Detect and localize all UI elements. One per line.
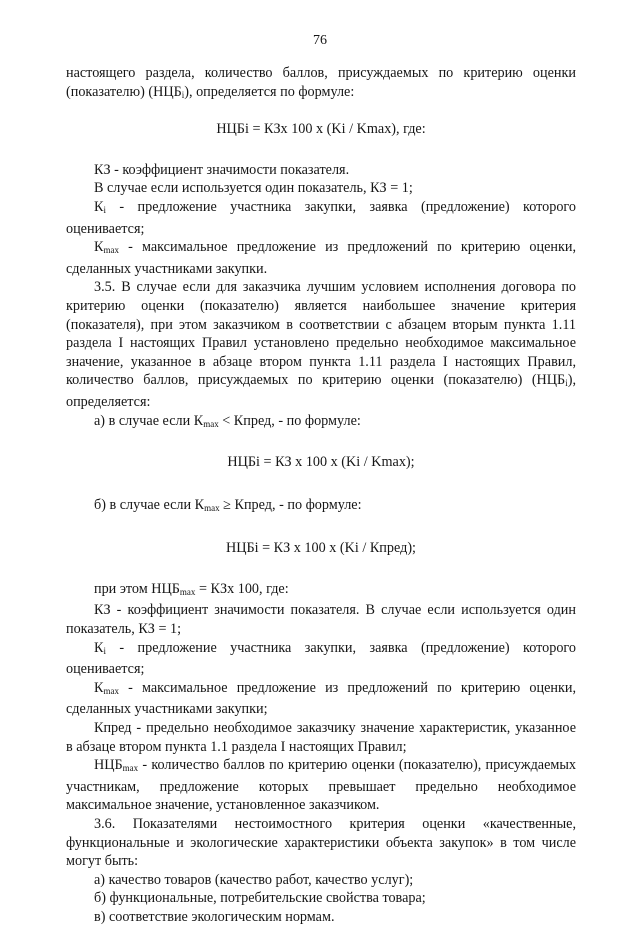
ncbmax-definition: при этом $НЦБ_{max}$ = КЗх 100, где: (94, 580, 289, 597)
single-indicator-note: В случае если используется один показатель, КЗ = 1; (94, 180, 413, 197)
formula-ncb-case-a: НЦБi = КЗ х 100 х (Ki / Kmax); (227, 454, 415, 471)
formula-ncb-main: НЦБi = КЗх 100 х (Ki / Kmax), где: (216, 121, 426, 138)
list-item-b: б) функциональные, потребительские свойства товара; (94, 890, 426, 907)
paragraph-3-6: 3.6. Показателями нестоимостного критерия оценки «качественные, функциональные и экологические характеристики объекта закупок» в том числе могут быть: (66, 816, 576, 870)
kpred-definition: Кпред - предельно необходимое заказчику значение характеристик, указанное в абзаце втором пункта 1.1 раздела I настоящих Правил; (66, 720, 576, 755)
kz-definition: КЗ - коэффициент значимости показателя. (94, 161, 350, 178)
page-number: 76 (313, 33, 327, 48)
ncbmax-definition-2: $НЦБ_{max}$ - количество баллов по критерию оценки (показателю), присуждаемых участникам, предложение которых превышает предельно необходимое максимальное значение, установленное заказчиком. (66, 757, 576, 814)
ki-definition: $К_i$ - предложение участника закупки, заявка (предложение) которого оценивается; (66, 198, 576, 237)
list-item-a: а) качество товаров (качество работ, качество услуг); (94, 871, 414, 888)
case-a: а) в случае если $К_{max}$ < Кпред, - по формуле: (94, 412, 361, 429)
paragraph-3-5: 3.5. В случае если для заказчика лучшим условием исполнения договора по критерию оценки (показателю) является наибольшее значение критерия (показателя), при этом заказчиком в соответствии с абзацем вторым пункта 1.11 раздела I настоящих Правил установлено предельно необходимое максимальное значение, указанное в абзаце втором пункта 1.11 раздела I настоящих Правил, количество баллов, присуждаемых по критерию оценки (показателю) $(НЦБ_i)$, определяется: (66, 279, 576, 410)
kmax-definition-2: $К_{max}$ - максимальное предложение из предложений по критерию оценки, сделанных участниками закупки; (66, 679, 576, 718)
kmax-definition: $К_{max}$ - максимальное предложение из предложений по критерию оценки, сделанных участниками закупки. (66, 239, 576, 277)
list-item-c: в) соответствие экологическим нормам. (94, 908, 335, 925)
kz-definition-2: КЗ - коэффициент значимости показателя. В случае если используется один показатель, КЗ = 1; (66, 602, 576, 638)
case-b: б) в случае если $К_{max}$ ≥ Кпред, - по формуле: (94, 496, 362, 513)
ki-definition-2: $К_i$ - предложение участника закупки, заявка (предложение) которого оценивается; (66, 639, 576, 678)
formula-ncb-case-b: НЦБi = КЗ х 100 х (Ki / Кпред); (226, 540, 416, 557)
paragraph-intro: настоящего раздела, количество баллов, присуждаемых по критерию оценки (показателю) $(НЦБ_i)$, определяется по формуле: (66, 65, 576, 100)
document-body (66, 64, 576, 927)
